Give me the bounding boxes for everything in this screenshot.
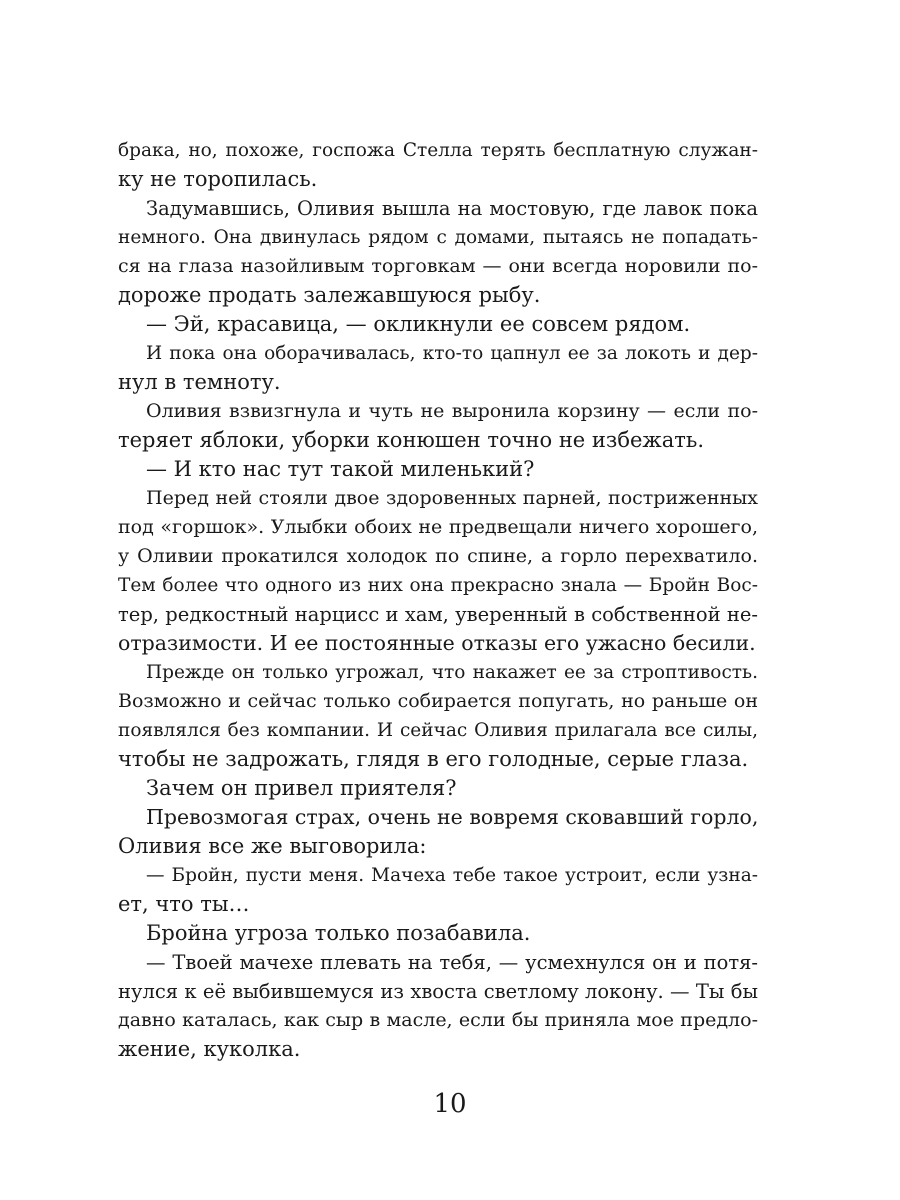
text-line: Превозмогая страх, очень не вовремя сковавший горло,	[146, 805, 758, 829]
text-line: Задумавшись, Оливия вышла на мостовую, где лавок пока	[146, 197, 758, 220]
text-line: нул в темноту.	[118, 370, 281, 394]
text-line: Перед ней стояли двое здоровенных парней, постриженных	[146, 487, 758, 509]
text-line: ся на глаза назойливым торговкам — они всегда норовили по-	[118, 255, 758, 277]
text-line: под «горшок». Улыбки обоих не предвещали ничего хорошего,	[118, 516, 758, 538]
text-line: у Оливии прокатился холодок по спине, а горло перехватило.	[118, 545, 758, 567]
text-line: Оливия взвизгнула и чуть не выронила корзину — если по-	[146, 400, 758, 422]
text-line: жение, куколка.	[118, 1037, 301, 1061]
text-line: — Эй, красавица, — окликнули ее совсем рядом.	[146, 312, 691, 336]
text-line: нулся к её выбившемуся из хвоста светлому локону. — Ты бы	[118, 980, 758, 1003]
text-line: появлялся без компании. И сейчас Оливия прилагала все силы,	[118, 720, 758, 741]
text-line: Прежде он только угрожал, что накажет ее за строптивость.	[146, 662, 758, 683]
text-line: отразимости. И ее постоянные отказы его ужасно бесили.	[118, 631, 756, 655]
text-line: брака, но, похоже, госпожа Стелла терять бесплатную служан-	[118, 140, 758, 161]
text-line: ку не торопилась.	[118, 167, 318, 191]
text-line: ет, что ты…	[118, 892, 250, 916]
text-line: Возможно и сейчас только собирается попугать, но раньше он	[118, 690, 758, 712]
text-line: тер, редкостный нарцисс и хам, уверенный в собственной не-	[118, 603, 758, 626]
text-line: Зачем он привел приятеля?	[146, 776, 457, 800]
text-line: — Твоей мачехе плевать на тебя, — усмехнулся он и потя-	[146, 951, 758, 974]
text-line: теряет яблоки, уборки конюшен точно не избежать.	[118, 428, 705, 452]
text-line: давно каталась, как сыр в масле, если бы приняла мое предло-	[118, 1009, 758, 1031]
text-line: Тем более что одного из них она прекрасно знала — Бройн Вос-	[118, 575, 758, 596]
text-line: И пока она оборачивалась, кто-то цапнул ее за локоть и дер-	[146, 343, 758, 364]
text-line: Оливия все же выговорила:	[118, 834, 427, 858]
body-text	[118, 136, 758, 1064]
text-line: немного. Она двинулась рядом с домами, пытаясь не попадать-	[118, 227, 758, 248]
text-line: — Бройн, пусти меня. Мачеха тебе такое устроит, если узна-	[146, 865, 758, 886]
text-line: чтобы не задрожать, глядя в его голодные, серые глаза.	[118, 747, 749, 771]
page-number: 10	[433, 1089, 467, 1119]
text-line: дороже продать залежавшуюся рыбу.	[118, 283, 541, 307]
text-line: Бройна угроза только позабавила.	[146, 921, 531, 945]
text-line: — И кто нас тут такой миленький?	[146, 457, 535, 481]
